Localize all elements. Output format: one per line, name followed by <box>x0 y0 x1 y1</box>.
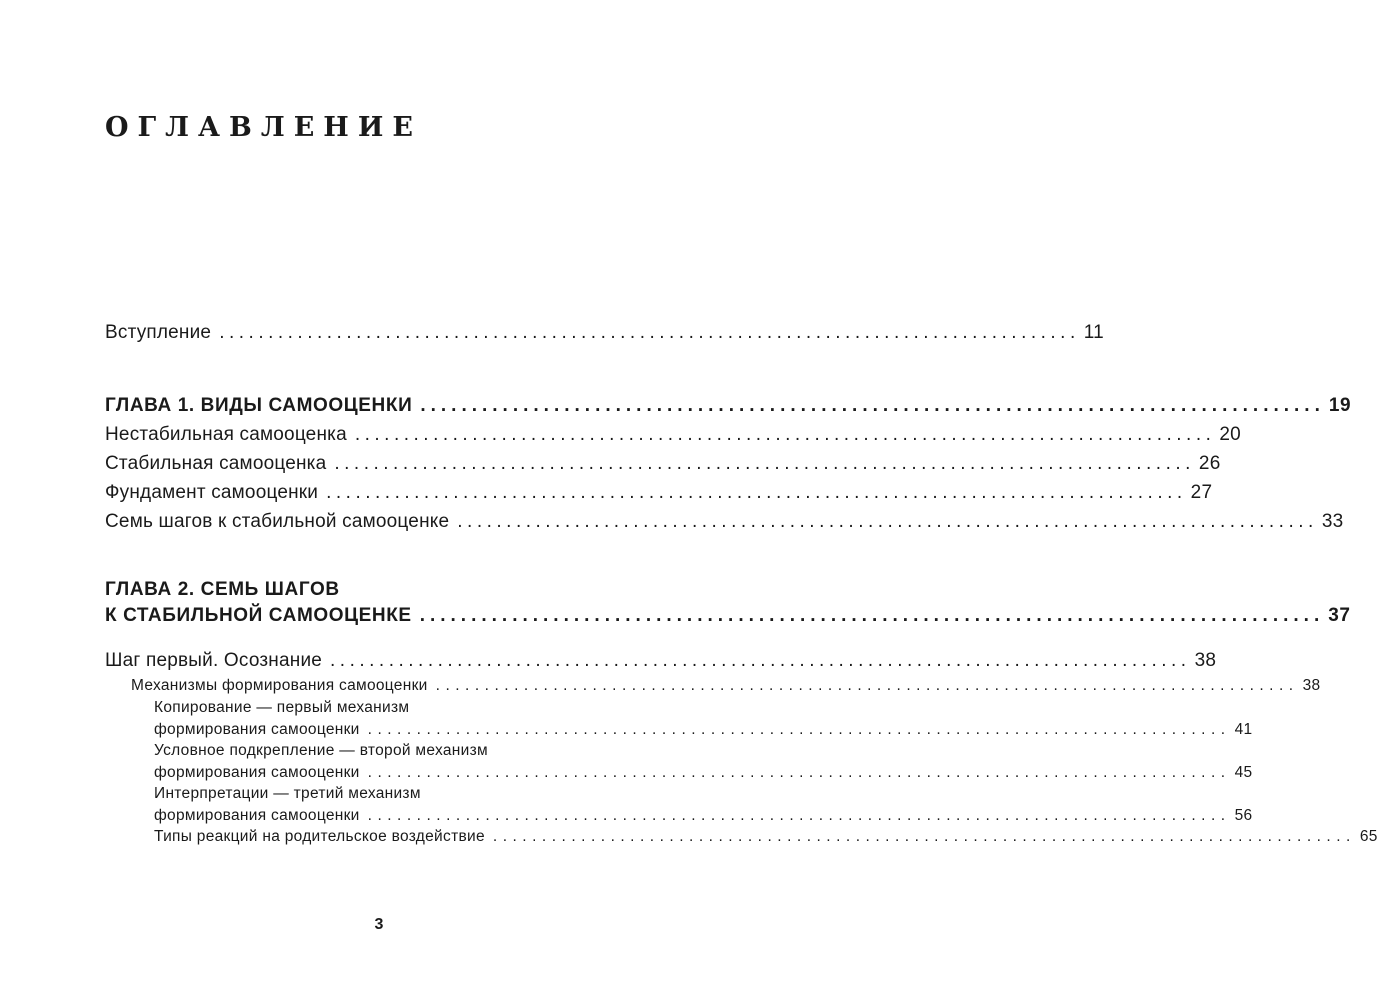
toc-subsubentry-copying[interactable] <box>105 719 1253 741</box>
dot-leader: ........................................................................................ <box>219 322 1080 343</box>
toc-entry-text: формирования самооценки <box>154 806 360 824</box>
toc-subsubentry-conditioning[interactable] <box>105 762 1253 784</box>
toc-subsubentry-line: Интерпретации — третий механизм <box>154 785 421 802</box>
toc-page-number: 38 <box>1302 677 1321 694</box>
dot-leader: ........................................................................................ <box>420 395 1325 416</box>
toc-entry[interactable] <box>105 478 1213 507</box>
dot-leader: ........................................................................................ <box>326 482 1187 503</box>
toc-entry-text: Типы реакций на родительское воздействие <box>154 828 485 845</box>
toc-entry-text: Стабильная самооценка <box>105 453 327 474</box>
dot-leader: ........................................................................................ <box>435 677 1299 694</box>
dot-leader: ........................................................................................ <box>367 806 1231 824</box>
toc-entry[interactable] <box>105 449 1221 478</box>
toc-entry-text: Нестабильная самооценка <box>105 424 347 445</box>
toc-page-number: 37 <box>1328 605 1351 626</box>
toc-page-number: 26 <box>1198 453 1221 474</box>
toc-page-number: 41 <box>1234 720 1253 738</box>
toc-entry-text: Фундамент самооценки <box>105 482 319 503</box>
chapter-title: К СТАБИЛЬНОЙ САМООЦЕНКЕ <box>105 605 412 626</box>
page-number: 3 <box>374 916 384 933</box>
chapter-title: ГЛАВА 1. ВИДЫ САМООЦЕНКИ <box>105 395 413 416</box>
toc-page-number: 19 <box>1328 395 1352 416</box>
toc-subentry-mechanisms[interactable] <box>105 675 1321 697</box>
dot-leader: ........................................................................................ <box>330 650 1191 671</box>
dot-leader: ........................................................................................ <box>354 424 1216 445</box>
page-title: ОГЛАВЛЕНИЕ <box>105 112 422 143</box>
toc-entry-text: формирования самооценки <box>154 763 360 781</box>
toc-entry-text: Механизмы формирования самооценки <box>131 677 428 694</box>
dot-leader: ........................................................................................ <box>367 720 1231 738</box>
toc-page-number: 45 <box>1234 763 1253 781</box>
dot-leader: ........................................................................................ <box>334 453 1195 474</box>
dot-leader: ........................................................................................ <box>367 763 1231 781</box>
dot-leader: ........................................................................................ <box>419 605 1325 626</box>
table-of-contents <box>105 318 1378 848</box>
toc-page-number: 33 <box>1321 511 1344 532</box>
toc-page-number: 27 <box>1190 482 1213 503</box>
toc-entry-text: Шаг первый. Осознание <box>105 650 323 671</box>
toc-entry-step1[interactable] <box>105 646 1217 675</box>
toc-entry-text: Вступление <box>105 322 212 343</box>
toc-page-number: 38 <box>1194 650 1217 671</box>
toc-entry-intro[interactable] <box>105 318 1104 347</box>
toc-subsubentry-interpretation[interactable] <box>105 805 1253 827</box>
toc-page-number: 11 <box>1083 322 1104 343</box>
toc-subsubentry-line: Условное подкрепление — второй механизм <box>154 742 488 759</box>
dot-leader: ........................................................................................ <box>457 511 1318 532</box>
chapter-2-title-line1: ГЛАВА 2. СЕМЬ ШАГОВ <box>105 579 340 600</box>
toc-chapter-1[interactable] <box>105 391 1352 420</box>
toc-subsubentry-line: Копирование — первый механизм <box>154 699 410 716</box>
toc-entry-text: формирования самооценки <box>154 720 360 738</box>
toc-entry[interactable] <box>105 420 1241 449</box>
toc-page-number: 56 <box>1234 806 1253 824</box>
toc-page-number: 65 <box>1359 828 1378 845</box>
toc-entry[interactable] <box>105 507 1344 536</box>
dot-leader: ........................................................................................ <box>492 828 1356 845</box>
toc-page-number: 20 <box>1219 424 1241 445</box>
toc-entry-text: Семь шагов к стабильной самооценке <box>105 511 450 532</box>
toc-subsubentry-reactions[interactable] <box>105 826 1378 848</box>
toc-chapter-2[interactable] <box>105 601 1351 630</box>
